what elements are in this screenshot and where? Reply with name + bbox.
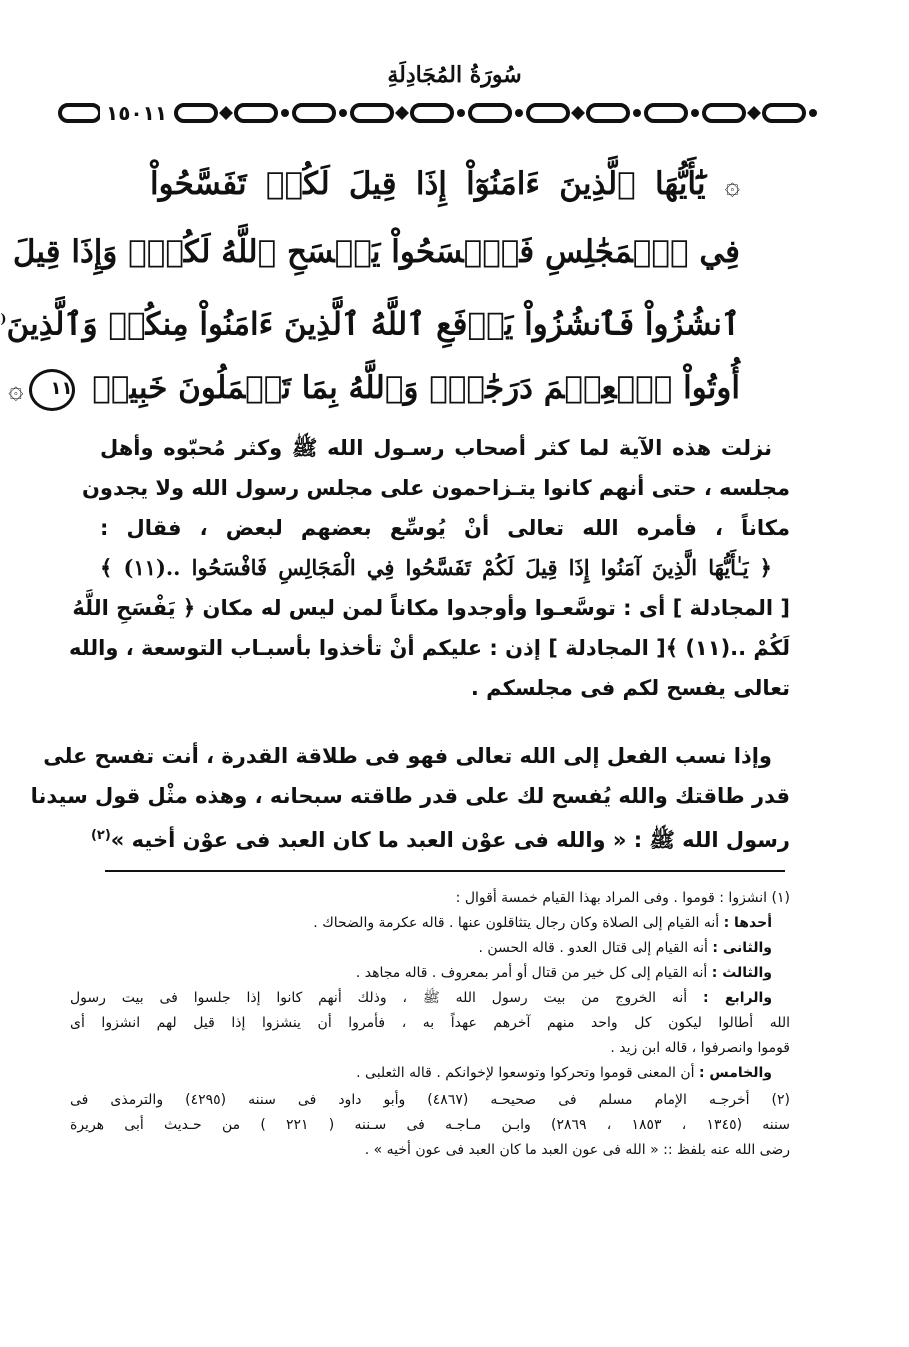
quran-verse xyxy=(0,150,740,422)
footnotes xyxy=(70,886,790,1163)
chain-ornament-icon xyxy=(58,98,828,128)
commentary-line: نزلت هذه الآية لما كثر أصحاب رسـول الله ﷺ وكثر مُحبّوه وأهل xyxy=(100,436,772,460)
commentary-line: قدر طاقتك والله يُفسح لك على قدر طاقته سبحانه ، وهذه مثْل قول سيدنا xyxy=(30,784,790,808)
footnote-item: والخامس : أن المعنى قوموا وتحركوا وتوسعوا لإخوانكم . قاله الثعلبى . xyxy=(356,1065,772,1081)
chain-dot-icon xyxy=(457,109,465,117)
chain-dot-icon xyxy=(809,109,817,117)
chain-link-icon xyxy=(352,105,392,121)
chain-link-icon xyxy=(470,105,510,121)
chain-dot-icon xyxy=(339,109,347,117)
commentary-line-last: رسول الله ﷺ : « والله فى عوْن العبد ما كان العبد فى عوْن أخيه »$^{(٢)}$ xyxy=(90,828,790,852)
chain-dot-icon xyxy=(691,109,699,117)
footnote-item: والرابع : أنه الخروج من بيت رسول الله ﷺ ، وذلك أنهم كانوا إذا جلسوا فى بيت رسول xyxy=(70,990,773,1006)
surah-title: سُورَةُ المُجَادِلَةِ xyxy=(387,62,522,88)
page-number: ١٥٠١١ xyxy=(100,98,173,128)
chain-border xyxy=(58,98,828,128)
footnote-item: والثانى : أنه القيام إلى قتال العدو . قاله الحسن . xyxy=(478,940,772,956)
chain-link-icon xyxy=(588,105,628,121)
chain-diamond-icon xyxy=(747,106,761,120)
verse-end-ornament-icon: ۞ xyxy=(8,375,24,405)
footnote-2-line: رضى الله عنه بلفظ :: « الله فى عون العبد ما كان العبد فى عون أخيه » . xyxy=(364,1142,790,1158)
footnote-2-line: (٢) أخرجـه الإمام مسلم فى صحيحـه (٤٨٦٧) وأبو داود فى سننه (٤٢٩٥) والترمذى فى xyxy=(70,1092,790,1108)
commentary-line: مجلسه ، حتى أنهم كانوا يتـزاحمون على مجلس رسول الله ولا يجدون xyxy=(81,476,790,500)
commentary-line: تعالى يفسح لكم فى مجلسكم . xyxy=(470,676,790,700)
chain-link-icon xyxy=(528,105,568,121)
chain-link-icon xyxy=(236,105,276,121)
footnote-item: أحدها : أنه القيام إلى الصلاة وكان رجال يتثاقلون عنها . قاله عكرمة والضحاك . xyxy=(313,915,772,931)
ayah-number-badge: ١١ xyxy=(29,369,75,411)
footnote-divider xyxy=(105,870,785,872)
footnote-mark-2: (٢) xyxy=(90,828,111,843)
chain-diamond-icon xyxy=(395,106,409,120)
footnote-item: الله أطالوا ليكون كل واحد منهم آخرهم عهداً به ، فأمروا أن ينشزوا إذا قيل لهم انشزوا أى xyxy=(70,1015,790,1031)
footnote-2-line: سننه (١٣٤٥ ، ١٨٥٣ ، ٢٨٦٩) وابـن مـاجـه فى سـننه ( ٢٢١ ) من حـديث أبى هريرة xyxy=(70,1117,790,1133)
chain-dot-icon xyxy=(281,109,289,117)
commentary-line: [ المجادلة ] أى : توسَّعـوا وأوجدوا مكاناً لمن ليس له مكان ﴿ يَفْسَحِ اللَّهُ xyxy=(72,596,790,620)
footnote-item: والثالث : أنه القيام إلى كل خير من قتال أو أمر بمعروف . قاله مجاهد . xyxy=(355,965,772,981)
footnote-mark-1: ( xyxy=(0,312,7,327)
chain-diamond-icon xyxy=(571,106,585,120)
verse-line-2: فِي ٱلۡمَجَٰلِسِ فَٱفۡسَحُواْ يَفۡسَحِ ٱللَّهُ لَكُمۡۖ وَإِذَا قِيلَ xyxy=(12,234,740,270)
verse-line-4: أُوتُواْ ٱلۡعِلۡمَ دَرَجَٰتٖۚ وَٱللَّهُ بِمَا تَعۡمَلُونَ خَبِيرٞ ١١۞ xyxy=(150,354,740,422)
commentary-line: مكاناً ، فأمره الله تعالى أنْ يُوسِّع بعضهم لبعض ، فقال : xyxy=(100,516,790,540)
verse-line-1: ۞ يَٰٓأَيُّهَا ٱلَّذِينَ ءَامَنُوٓاْ إِذَا قِيلَ لَكُمۡ تَفَسَّحُواْ xyxy=(150,166,740,202)
chain-dot-icon xyxy=(515,109,523,117)
commentary xyxy=(30,428,790,856)
commentary-line: وإذا نسب الفعل إلى الله تعالى فهو فى طلاقة القدرة ، أنت تفسح على xyxy=(43,744,772,768)
chain-link-icon xyxy=(60,105,100,121)
chain-link-icon xyxy=(764,105,804,121)
commentary-quote-line: ﴿ يَـٰأَيُّهَا الَّذِينَ آمَنُوا إِذَا قِيلَ لَكُمْ تَفَسَّحُوا فِي الْمَجَالِسِ فَافْسَحُوا ..(١١) ﴾ xyxy=(100,555,772,580)
verse-line-3: ٱنشُزُواْ فَٱنشُزُواْ يَرۡفَعِ ٱللَّهُ ٱلَّذِينَ ءَامَنُواْ مِنكُمۡ وَٱلَّذِينَ( xyxy=(150,286,740,354)
chain-link-icon xyxy=(704,105,744,121)
chain-link-icon xyxy=(646,105,686,121)
chain-diamond-icon xyxy=(219,106,233,120)
footnote-1-intro: (١) انشزوا : قوموا . وفى المراد بهذا القيام خمسة أقوال : xyxy=(455,890,790,906)
chain-link-icon xyxy=(294,105,334,121)
chain-link-icon xyxy=(176,105,216,121)
footnote-item: قوموا وانصرفوا ، قاله ابن زيد . xyxy=(610,1040,790,1056)
commentary-line: لَكُمْ ..(١١) ﴾[ المجادلة ] إذن : عليكم أنْ تأخذوا بأسبـاب التوسعة ، والله xyxy=(68,636,790,660)
chain-dot-icon xyxy=(633,109,641,117)
chain-link-icon xyxy=(412,105,452,121)
verse-start-ornament-icon: ۞ xyxy=(724,171,740,201)
